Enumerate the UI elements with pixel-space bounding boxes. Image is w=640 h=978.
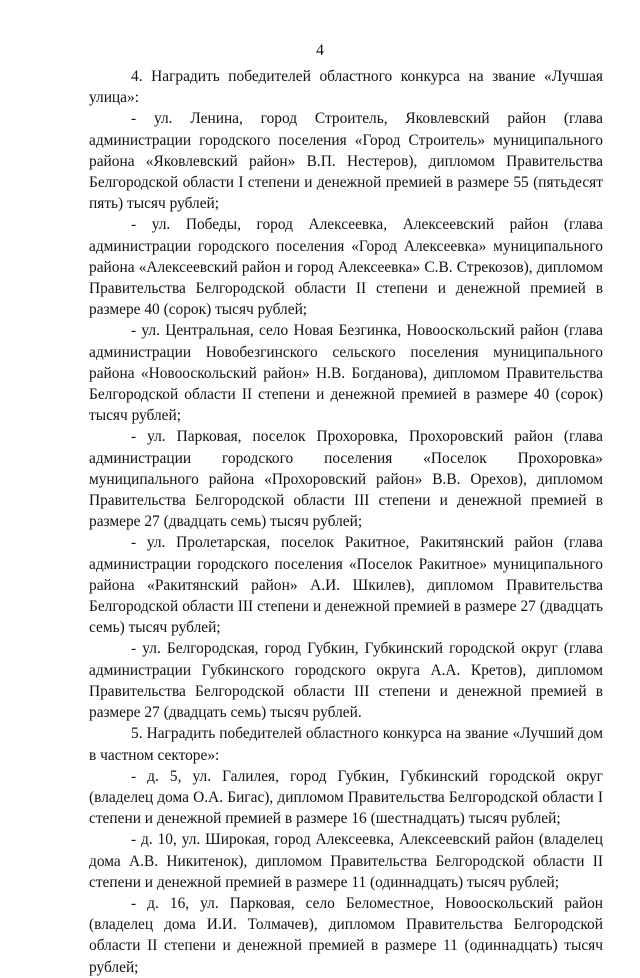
page-number: 4 xyxy=(316,42,324,59)
list-item: - д. 16, ул. Парковая, село Беломестное, Новооскольский район (владелец дома И.И. Толмачев), дипломом Правительства Белгородской области II степени и денежной премией в размере 11 (одиннадцать) тысяч рублей; xyxy=(89,894,603,976)
section-5-heading: 5. Наградить победителей областного конкурса на звание «Лучший дом в частном секторе»: xyxy=(89,725,603,764)
list-item: - ул. Пролетарская, поселок Ракитное, Ракитянский район (глава администрации городского поселения «Поселок Ракитное» муниципального района «Ракитянский район» А.И. Шкилев), дипломом Правительства Белгородской области III степени и денежной премией в размере 27 (двадцать семь) тысяч рублей; xyxy=(89,534,603,637)
list-item: - ул. Белгородская, город Губкин, Губкинский городской округ (глава администрации Губкинского городского округа А.А. Кретов), дипломом Правительства Белгородской области III степени и денежной премией в размере 27 (двадцать семь) тысяч рублей. xyxy=(89,640,603,722)
section-4-heading: 4. Наградить победителей областного конкурса на звание «Лучшая улица»: xyxy=(89,68,603,107)
document-body xyxy=(89,66,603,978)
list-item: - д. 5, ул. Галилея, город Губкин, Губкинский городской округ (владелец дома О.А. Бигас), дипломом Правительства Белгородской области I степени и денежной премией в размере 16 (шестнадцать) тысяч рублей; xyxy=(89,767,603,828)
list-item: - ул. Центральная, село Новая Безгинка, Новооскольский район (глава администрации Новобезгинского сельского поселения муниципального района «Новооскольский район» Н.В. Богданова), дипломом Правительства Белгородской области II степени и денежной премией в размере 40 (сорок) тысяч рублей; xyxy=(89,322,603,425)
list-item: - ул. Победы, город Алексеевка, Алексеевский район (глава администрации городского поселения «Город Алексеевка» муниципального района «Алексеевский район и город Алексеевка» С.В. Стрекозов), дипломом Правительства Белгородской области II степени и денежной премией в размере 40 (сорок) тысяч рублей; xyxy=(89,216,603,319)
list-item: - ул. Ленина, город Строитель, Яковлевский район (глава администрации городского поселения «Город Строитель» муниципального района «Яковлевский район» В.П. Нестеров), дипломом Правительства Белгородской области I степени и денежной премией в размере 55 (пятьдесят пять) тысяч рублей; xyxy=(89,110,603,213)
list-item: - ул. Парковая, поселок Прохоровка, Прохоровский район (глава администрации городского поселения «Поселок Прохоровка» муниципального района «Прохоровский район» В.В. Орехов), дипломом Правительства Белгородской области III степени и денежной премией в размере 27 (двадцать семь) тысяч рублей; xyxy=(89,428,603,531)
list-item: - д. 10, ул. Широкая, город Алексеевка, Алексеевский район (владелец дома А.В. Никитенок), дипломом Правительства Белгородской области II степени и денежной премией в размере 11 (одиннадцать) тысяч рублей; xyxy=(89,831,603,891)
